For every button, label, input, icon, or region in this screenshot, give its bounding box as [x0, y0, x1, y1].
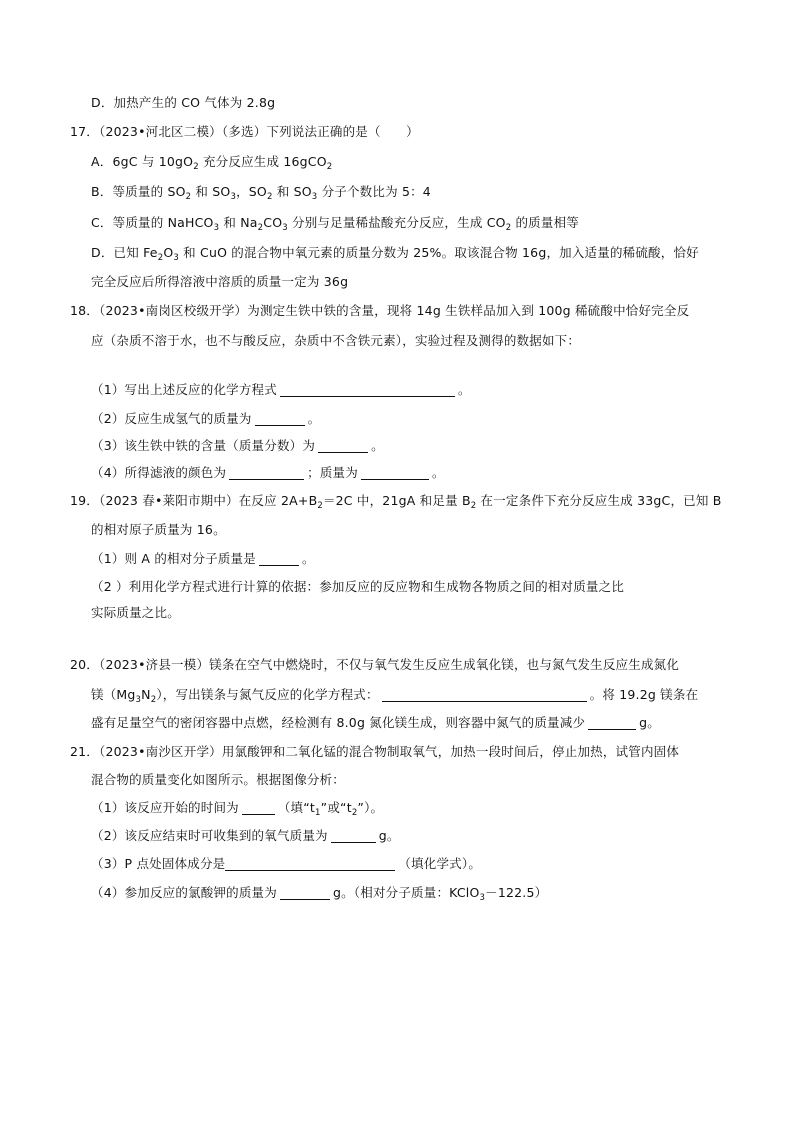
q17-option-c: C．等质量的 NaHCO$_3$ 和 $Na_2CO_3$ 分别与足量稀盐酸充分反应，生成 $CO_2$ 的质量相等 [91, 215, 579, 233]
q18-heading-line1: 18．（2023•南岗区校级开学）为测定生铁中铁的含量，现将 14g 生铁样品加入到 100g 稀硫酸中恰好完全反 [70, 303, 690, 318]
q19-part2-line1: （2 ）利用化学方程式进行计算的依据：参加反应的反应物和生成物各物质之间的相对质量之比 [91, 579, 625, 594]
q18-part3: （3）该生铁中铁的含量（质量分数）为 。 [91, 438, 384, 453]
q21-part3: （3）P 点处固体成分是 （填化学式）。 [91, 856, 482, 871]
q18-part2: （2）反应生成氢气的质量为 。 [91, 411, 321, 426]
q21-heading-line1: 21．（2023•南沙区开学）用氯酸钾和二氧化锰的混合物制取氧气，加热一段时间后，停止加热，试管内固体 [70, 744, 680, 759]
answer-blank[interactable] [259, 552, 299, 566]
q19-part1: （1）则 A 的相对分子质量是 。 [91, 551, 315, 566]
q16-option-d: D．加热产生的 CO 气体为 2.8g [91, 95, 276, 110]
answer-blank[interactable] [225, 857, 395, 871]
answer-blank[interactable] [280, 886, 330, 900]
answer-blank[interactable] [242, 801, 275, 815]
q17-option-d-line2: 完全反应后所得溶液中溶质的质量一定为 36g [91, 274, 349, 289]
answer-blank[interactable] [382, 688, 587, 702]
q19-heading-line2: 的相对原子质量为 16。 [91, 522, 226, 537]
q17-option-b: B．等质量的 $SO_2$ 和 $SO_3$，$SO_2$ 和 $SO_3$ 分子个数比为 5：4 [91, 184, 431, 202]
answer-blank[interactable] [255, 412, 305, 426]
q17-heading: 17．（2023•河北区二模）（多选）下列说法正确的是（ ） [70, 124, 419, 139]
q18-part4: （4）所得滤液的颜色为 ；质量为 。 [91, 465, 445, 480]
q18-part1: （1）写出上述反应的化学方程式 。 [91, 382, 471, 397]
q17-option-d-line1: D．已知 $Fe_2O_3$ 和 CuO 的混合物中氧元素的质量分数为 25%。取该混合物 16g，加入适量的稀硫酸，恰好 [91, 245, 699, 263]
q21-part1: （1）该反应开始的时间为 （填“$t_1$”或“$t_2$”）。 [91, 800, 384, 818]
q20-heading-line2: 镁$(Mg_3N_2)$，写出镁条与氮气反应的化学方程式： 。将 19.2g 镁条在 [91, 687, 699, 705]
q17-option-a: A．6gC 与 $10gO_2$ 充分反应生成 16gCO$_2$ [91, 154, 333, 172]
q21-part2: （2）该反应结束时可收集到的氧气质量为 g。 [91, 828, 400, 843]
answer-blank[interactable] [280, 383, 455, 397]
answer-blank[interactable] [229, 466, 304, 480]
q20-heading-line3: 盛有足量空气的密闭容器中点燃，经检测有 8.0g 氮化镁生成，则容器中氮气的质量减少 g。 [91, 715, 661, 730]
q18-heading-line2: 应（杂质不溶于水，也不与酸反应，杂质中不含铁元素），实验过程及测得的数据如下： [91, 333, 581, 348]
answer-blank[interactable] [331, 829, 376, 843]
q19-heading-line1: 19．（2023 春•莱阳市期中）在反应 $2A+B_2=2C$ 中，21gA 和足量 $B_2$ 在一定条件下充分反应生成 33gC，已知 B [70, 493, 722, 511]
q19-part2-line2: 实际质量之比。 [91, 605, 180, 620]
q20-heading-line1: 20．（2023•济县一模）镁条在空气中燃烧时，不仅与氧气发生反应生成氧化镁，也与氮气发生反应生成氮化 [70, 657, 680, 672]
q21-heading-line2: 混合物的质量变化如图所示。根据图像分析： [91, 772, 346, 787]
answer-blank[interactable] [361, 466, 429, 480]
answer-blank[interactable] [588, 716, 636, 730]
answer-blank[interactable] [318, 439, 368, 453]
q21-part4: （4）参加反应的氯酸钾的质量为 g。（相对分子质量：KClO$_3$－122.5） [91, 885, 548, 903]
